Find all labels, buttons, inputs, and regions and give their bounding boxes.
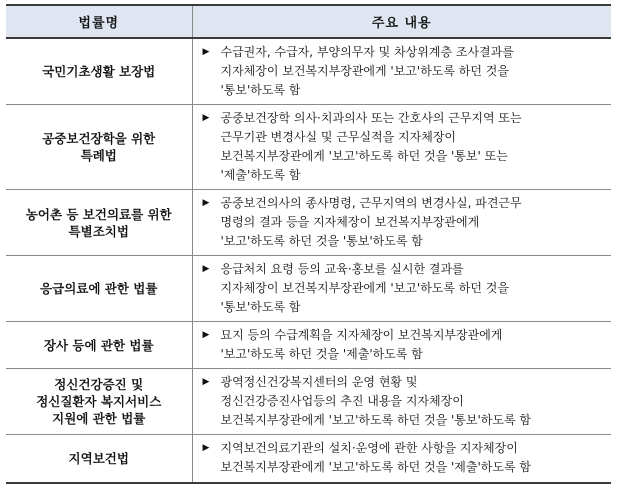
table-row — [6, 190, 611, 256]
triangle-bullet-icon: ▶ — [202, 377, 210, 387]
law-name: 지역보건법 — [68, 450, 129, 466]
triangle-bullet-icon: ▶ — [202, 47, 210, 57]
content-cell — [192, 256, 611, 322]
law-name: 응급의료에 관한 법률 — [40, 281, 158, 296]
law-table — [6, 4, 611, 484]
table-row — [6, 369, 611, 435]
content-text: 응급처치 요령 등의 교육·홍보를 실시한 결과를 지자체장이 보건복지부장관에게 '보고'하도록 하던 것을 '통보'하도록 함 — [220, 262, 509, 314]
content-text: 공중보건장학 의사·치과의사 또는 간호사의 근무지역 또는 근무기관 변경사실 및 근무실적을 지자체장이 보건복지부장관에게 '보고'하도록 하던 것을 '통보' 또는 '제출'하도록 함 — [220, 111, 522, 182]
content-text: 공중보건의사의 종사명령, 근무지역의 변경사실, 파견근무 명령의 결과 등을 지자체장이 보건복지부장관에게 '보고'하도록 하던 것을 '통보'하도록 함 — [220, 196, 522, 248]
law-name: 농어촌 등 보건의료를 위한 특별조치법 — [25, 206, 172, 239]
law-table-container — [6, 4, 611, 484]
content-text: 수급권자, 수급자, 부양의무자 및 차상위계층 조사결과를 지자체장이 보건복지부장관에게 '보고'하도록 하던 것을 '통보'하도록 함 — [220, 45, 514, 97]
content-text: 광역정신건강복지센터의 운영 현황 및 정신건강증진사업등의 추진 내용을 지자체장이 보건복지부장관에게 '보고'하도록 하던 것을 '통보'하도록 함 — [220, 375, 531, 427]
content-cell — [192, 435, 611, 483]
law-name-cell — [6, 38, 192, 105]
law-name-cell — [6, 322, 192, 369]
content-cell — [192, 190, 611, 256]
table-row — [6, 256, 611, 322]
header-main-content: 주요 내용 — [192, 5, 611, 38]
triangle-bullet-icon: ▶ — [202, 330, 210, 340]
table-header-row — [6, 5, 611, 38]
law-name-cell — [6, 256, 192, 322]
content-cell — [192, 369, 611, 435]
law-name: 장사 등에 관한 법률 — [43, 337, 154, 353]
triangle-bullet-icon: ▶ — [202, 443, 210, 454]
triangle-bullet-icon: ▶ — [202, 113, 210, 123]
triangle-bullet-icon: ▶ — [202, 264, 210, 274]
table-row — [6, 105, 611, 190]
content-text: 지역보건의료기관의 설치·운영에 관한 사항을 지자체장이 보건복지부장관에게 '보고'하도록 하던 것을 '제출'하도록 함 — [220, 441, 531, 475]
law-name-cell — [6, 190, 192, 256]
law-name-cell — [6, 369, 192, 435]
table-row — [6, 322, 611, 369]
content-text: 묘지 등의 수급계획을 지자체장이 보건복지부장관에게 '보고'하도록 하던 것을 '제출'하도록 함 — [220, 328, 503, 361]
law-name: 정신건강증진 및 정신질환자 복지서비스 지원에 관한 법률 — [36, 377, 162, 426]
header-law-name: 법률명 — [6, 5, 192, 38]
law-name-cell — [6, 435, 192, 483]
content-cell — [192, 322, 611, 369]
table-row — [6, 435, 611, 483]
triangle-bullet-icon: ▶ — [202, 198, 210, 208]
law-name: 국민기초생활 보장법 — [42, 64, 156, 79]
table-row — [6, 38, 611, 105]
law-name: 공중보건장학을 위한 특례법 — [42, 131, 156, 163]
law-name-cell — [6, 105, 192, 190]
content-cell — [192, 38, 611, 105]
content-cell — [192, 105, 611, 190]
